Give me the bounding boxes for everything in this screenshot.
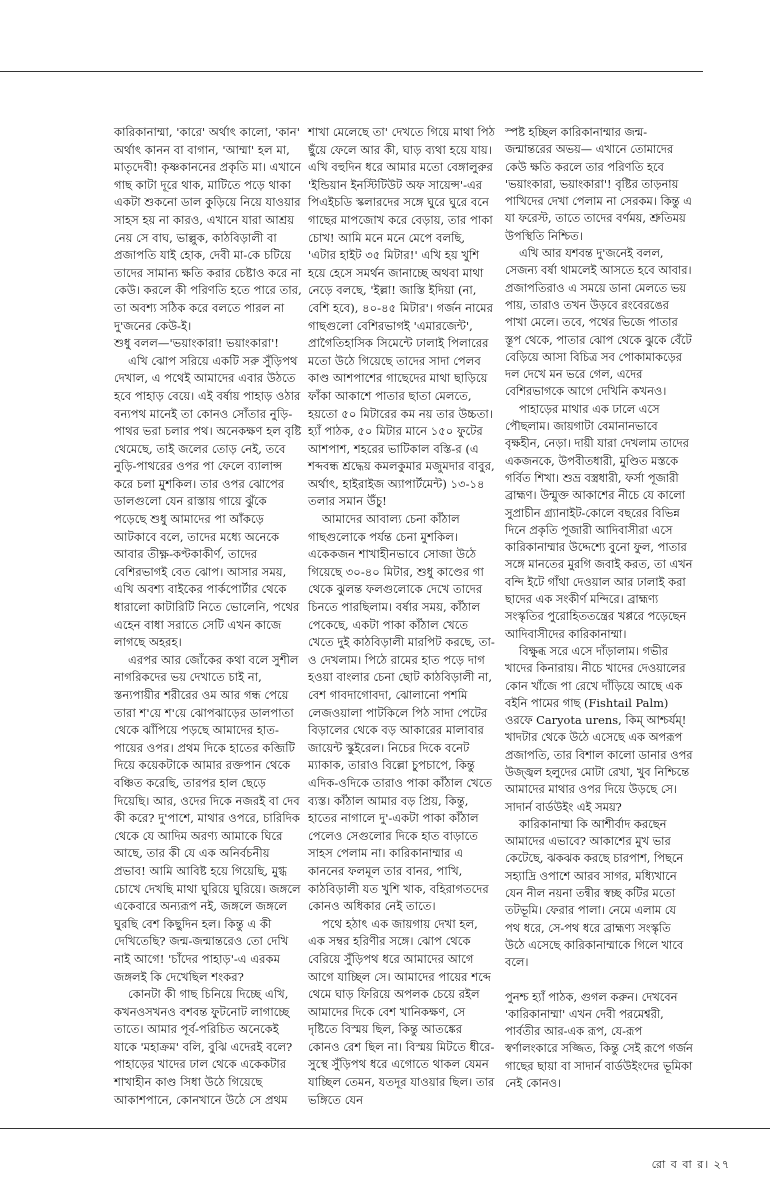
bottom-rule <box>0 1128 770 1129</box>
paragraph: কোনটা কী গাছ চিনিয়ে দিচ্ছে এখি, কখনওসখনও বশবন্ত ফুটনোট লাগাচ্ছে তাতে। আমার পূর্ব-পরিচিত অনেকেই যাকে 'মহাক্রম' বলি, বুঝি এদেরই বলে? পাহাড়ের খাদের ঢাল থেকে একেকটার শাখাহীন কাণ্ড সিধা উঠে গিয়েছে আকাশপানে, কোনখানে উঠে সে প্রথম <box>114 987 293 1107</box>
paragraph: পাহাড়ের মাথার এক ঢালে এসে পৌছলাম। জায়গাটা বেমানানভাবে বৃক্ষহীন, নেড়া। দায়ী যারা দেখলাম তাদের একজনকে, উপবীতধারী, মুণ্ডিত মস্তকে গর্বিত শিখা। শুভ্র বস্ত্রধারী, ফর্সা পূজারী ব্রাহ্মণ। উন্মুক্ত আকাশের নীচে যে কালো সুপ্রাচীন গ্র্যানাইট-কোলে বছরের বিভিন্ন দিনে প্রকৃতি পূজারী আদিবাসীরা এসে কারিকানাম্মার উদ্দেশ্যে বুনো ফুল, পাতার সঙ্গে মানতের মুরগি জবাই করত, তা এখন বন্দি ইটে গাঁথা দেওয়াল আর ঢালাই করা ছাদের এক সংকীর্ণ মন্দিরে। ব্রাহ্মণ্য সংস্কৃতির পুরোহিততন্ত্রের খপ্পরে পড়েছেন আদিবাসীদের কারিকানাম্মা। <box>505 401 693 641</box>
paragraph: কারিকানাম্মা, 'কারে' অর্থাৎ কালো, 'কান' অর্থাৎ কানন বা বাগান, 'আম্মা' হল মা, মাতৃদেবী! কৃষ্ণকাননের প্রকৃতি মা। এখানে গাছ কাটা দূরে থাক, মাটিতে পড়ে থাকা একটা শুকনো ডাল কুড়িয়ে নিয়ে যাওয়ার সাহস হয় না কারও, এখানে যারা আশ্রয় নেয় সে বাঘ, ভাল্লুক, কাঠবিড়ালী বা প্রজাপতি যাই হোক, দেবী মা-কে চটিয়ে তাদের সামান্য ক্ষতি করার চেষ্টাও করে না কেউ। করলে কী পরিণতি হতে পারে তার, তা অবশ্য সঠিক করে বলতে পারল না দু'জনের কেউ-ই। <box>114 125 302 333</box>
paragraph: বিক্ষুব্ধ সরে এসে দাঁড়ালাম। গভীর খাদের কিনারায়। নীচে খাদের দেওয়ালের কোন খাঁজে পা রেখে দাঁড়িয়ে আছে এক বইনি পামের গাছ (Fishtail Palm) ওরফে Caryota urens, কিম্ আশ্চর্যম্! খাদটার থেকে উঠে এসেছে এক অপরূপ প্রজাপতি, তার বিশাল কালো ডানার ওপর উজ্জ্বল হলুদের মোটা রেখা, খুব নিশ্চিন্তে আমাদের মাথার ওপর দিয়ে উড়ছে সে। সাদার্ন বার্ডউইং এই সময়? <box>505 643 693 814</box>
top-rule <box>0 71 703 72</box>
paragraph: শুধু বলল—'ভয়াংকারা! ভয়াংকারা'! <box>114 336 279 351</box>
paragraph: কারিকানাম্মা কি আশীর্বাদ করছেন আমাদের এভাবে? আকাশের মুখ ভার কেটেছে, ঝকঝক করছে চারপাশ, পিছনে সহ্যাদ্রি ওপাশে আরব সাগর, মধ্যিখানে যেন নীল নয়না তন্বীর স্বচ্ছ কটির মতো তটভূমি। ফেরার পালা। নেমে এলাম যে পথ ধরে, সে-পথ ধরে ব্রাহ্মণ্য সংস্কৃতি উঠে এসেছে কারিকানাম্মাকে গিলে খাবে বলে। <box>505 816 684 970</box>
paragraph: এখি আর যশবন্ত দু'জনেই বলল, সেজন্য বর্ষা থামলেই আসতে হবে আবার। প্রজাপতিরাও এ সময়ে ডানা মেলতে ভয় পায়, তারাও তখন উড়বে রংবেরঙের পাখা মেলে। তবে, পথের ভিজে পাতার স্তূপ থেকে, পাতার ঝোপ থেকে ঝুকে বেঁটে বেড়িয়ে আসা বিচিত্র সব পোকামাকড়ের দল দেখে মন ভরে গেল, এদের বেশিরভাগকে আগে দেখিনি কখনও। <box>505 246 692 399</box>
paragraph: পুনশ্চ হ্যাঁ পাঠক, গুগল করুন। দেখবেন 'কারিকানাম্মা' এখন দেবী পরমেশ্বরী, পার্বতীর আর-এক রূপ, যে-রূপ স্বর্ণালংকারে সজ্জিত, কিন্তু সেই রূপে গর্জন গাছের ছায়া বা সাদার্ন বার্ডউইংদের ভূমিকা নেই কোনও। <box>505 989 693 1091</box>
paragraph: শাখা মেলেছে তা' দেখতে গিয়ে মাথা পিঠ ছুঁয়ে ফেলে আর কী, ঘাড় ব্যথা হয়ে যায়। এখি বহুদিন ধরে আমার মতো বেঙ্গালুরুর 'ইন্ডিয়ান ইনস্টিটিউট অফ সায়েন্স'-এর পিএইচডি স্কলারদের সঙ্গে ঘুরে ঘুরে বনে গাছের মাপজোখ করে বেড়ায়, তার পাকা চোখ! আমি মনে মনে মেপে বলছি, 'এটার হাইট ৩৫ মিটার!' এখি হয় খুশি হয়ে হেসে সমর্থন জানাচ্ছে অথবা মাথা নেড়ে বলছে, 'ইল্লা! জাস্তি ইদিয়া (না, বেশি হবে), ৪০-৪৫ মিটার'। গর্জন নামের গাছগুলো বেশিরভাগই 'এমারজেন্ট', প্রাগৈতিহাসিক সিমেন্টে ঢালাই পিলারের মতো উঠে গিয়েছে তাদের সাদা পেলব কাণ্ড আশপাশের গাছেদের মাথা ছাড়িয়ে ফাঁকা আকাশে পাতার ছাতা মেলতে, হয়তো ৫০ মিটারের কম নয় তার উচ্চতা। হ্যাঁ পাঠক, ৫০ মিটার মানে ১৫০ ফুটের আশপাশ, শহরের ভাটিকাল বস্তি-র (এ শব্দবন্ধ শ্রদ্ধেয় কমলকুমার মজুমদার বাবুর, অর্থাৎ, হাইরাইজ অ্যাপার্টমেন্ট) ১৩-১৪ তলার সমান উঁচু! <box>308 125 495 509</box>
paragraph: আমাদের আবাল্য চেনা কাঁঠাল গাছগুলোকে পর্যন্ত চেনা মুশকিল। একেকজন শাখাহীনভাবে সোজা উঠে গিয়েছে ৩০-৪০ মিটার, শুধু কাণ্ডের গা থেকে ঝুলন্ত ফলগুলোকে দেখে তাদের চিনতে পারছিলাম। বর্ষার সময়, কাঁঠাল পেকেছে, একটা পাকা কাঁঠাল খেতে খেতে দুই কাঠবিড়ালী মারপিট করছে, তা-ও দেখলাম। পিঠে রামের হাত পড়ে দাগ হওয়া বাংলার চেনা ছোট কাঠবিড়ালী না, বেশ গাবদাগোবদা, ঝোলানো পশমি লেজওয়ালা পাটকিলে পিঠ সাদা পেটের বিড়ালের থেকে বড় আকারের মালাবার জায়েন্ট স্কুইরেল। নিচের দিকে বনেট ম্যাকাক, তারাও বিল্লো চুপচাপে, কিন্তু এদিক-ওদিকে তারাও পাকা কাঁঠাল খেতে ব্যস্ত। কাঁঠাল আমার বড় প্রিয়, কিন্তু, হাতের নাগালে দু'-একটা পাকা কাঁঠাল পেলেও সেগুলোর দিকে হাত বাড়াতে সাহস পেলাম না। কারিকানাম্মার এ কাননের ফলমূল তার বানর, পাখি, কাঠবিড়ালী যত খুশি খাক, বহিরাগতদের কোনও অধিকার নেই তাতে। <box>308 512 495 914</box>
paragraph: এখি ঝোপ সরিয়ে একটি সরু সুঁড়িপথ দেখাল, এ পথেই আমাদের এবার উঠতে হবে পাহাড় বেয়ে। এই বর্ষায় পাহাড় ওঠার বন্যপথ মানেই তা কোনও সোঁতার নুড়ি-পাথর ভরা চলার পথ। অনেকক্ষণ হল বৃষ্টি থেমেছে, তাই জলের তোড় নেই, তবে নুড়ি-পাথরের ওপর পা ফেলে ব্যালান্স করে চলা মুশকিল। তার ওপর ঝোপের ডালগুলো যেন রাস্তায় গায়ে ঝুঁকে পড়েছে শুধু আমাদের পা আঁকড়ে আটকাবে বলে, তাদের মধ্যে অনেকে আবার তীক্ষ্ণ-কণ্টকাকীর্ণ, তাদের বেশিরভাগই বেত ঝোপ। আসার সময়, এখি অবশ্য বাইকের পার্কপোর্টার থেকে ধারালো কাটারিটি নিতে ভোলেনি, পথের এহেন বাধা সরাতে সেটি এখন কাজে লাগছে অহরহ। <box>114 353 302 650</box>
text-column-2 <box>308 124 496 1109</box>
text-column-3 <box>505 124 693 1092</box>
page-footer: রো ব বা র। ২৭ <box>651 1158 730 1171</box>
paragraph: পথে হঠাৎ এক জায়গায় দেখা হল, এক সম্বর হরিণীর সঙ্গে। ঝোপ থেকে বেরিয়ে সুঁড়িপথ ধরে আমাদের আগে আগে যাচ্ছিল সে। আমাদের পায়ের শব্দে থেমে ঘাড় ফিরিয়ে অপলক চেয়ে রইল আমাদের দিকে বেশ খানিকক্ষণ, সে দৃষ্টিতে বিস্ময় ছিল, কিন্তু আতঙ্কের কোনও রেশ ছিল না। বিস্ময় মিটতে ধীরে-সুস্থে সুঁড়িপথ ধরে এগোতে থাকল যেমন যাচ্ছিল তেমন, যতদূর যাওয়ার ছিল। তার ভঙ্গিতে যেন <box>308 916 495 1107</box>
text-column-1 <box>114 124 302 1109</box>
paragraph: স্পষ্ট হচ্ছিল কারিকানাম্মার জন্ম-জন্মান্তরের অভয়— এখানে তোমাদের কেউ ক্ষতি করলে তার পরিণতি হবে 'ভয়াংকারা, ভয়াংকারা'! বৃষ্টির তাড়নায় পাখিদের দেখা পেলাম না সেরকম। কিন্তু এ যা ফরেস্ট, তাতে তাদের বর্ণময়, শ্রুতিময় উপস্থিতি নিশ্চিত। <box>505 125 692 243</box>
paragraph: এরপর আর জোঁকের কথা বলে সুশীল নাগরিকদের ভয় দেখাতে চাই না, স্তন্যপায়ীর শরীরের ওম আর গন্ধ পেয়ে তারা শ'য়ে শ'য়ে ঝোপঝাড়ের ডালপাতা থেকে ঝাঁপিয়ে পড়ছে আমাদের হাত-পায়ের ওপর। প্রথম দিকে হাতের কব্জিটি দিয়ে কয়েকটাকে আমার রক্তপান থেকে বঞ্চিত করেছি, তারপর হাল ছেড়ে দিয়েছি। আর, ওদের দিকে নজরই বা দেব কী করে? দু'পাশে, মাথার ওপরে, চারিদিক থেকে যে আদিম অরণ্য আমাকে ঘিরে আছে, তার কী যে এক অনির্বচনীয় প্রভাব! আমি আবিষ্ট হয়ে গিয়েছি, মুগ্ধ চোখে দেখছি মাথা ঘুরিয়ে ঘুরিয়ে। জঙ্গলে একেবারে অন্যরূপ নই, জঙ্গলে জঙ্গলে ঘুরছি বেশ কিছুদিন হল। কিন্তু এ কী দেখিতেছি? জন্ম-জন্মান্তরেও তো দেখি নাই আগে! 'চাঁদের পাহাড়'-এ এরকম জঙ্গলই কি দেখেছিল শংকর? <box>114 652 301 984</box>
